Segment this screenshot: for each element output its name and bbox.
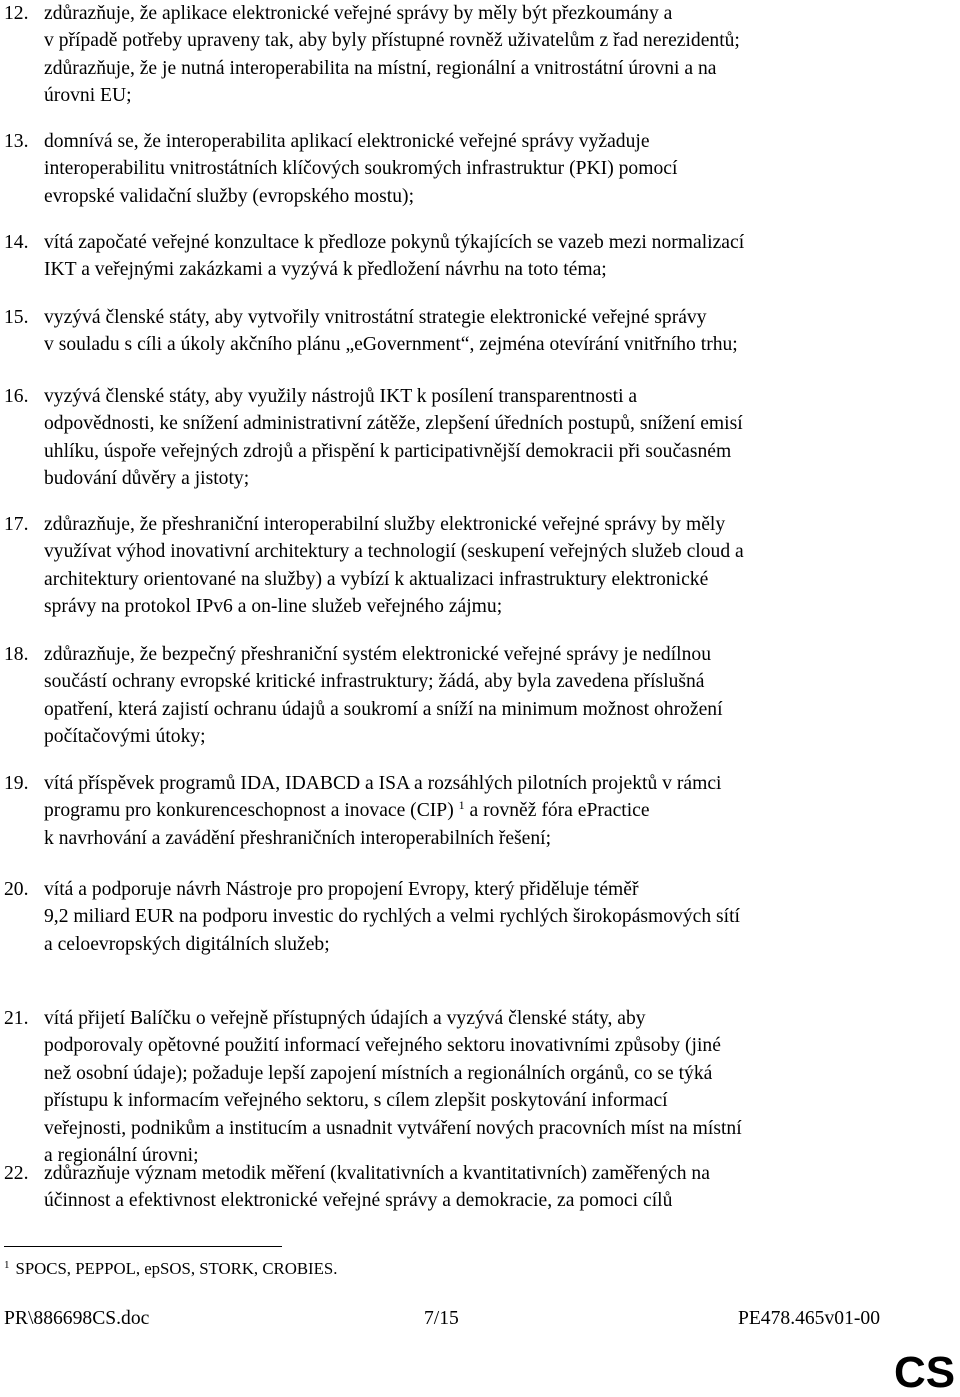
paragraph-number: 13. [4, 131, 29, 152]
footnote-separator [4, 1246, 282, 1247]
text-line-content: vítá příspěvek programů IDA, IDABCD a ISA a rozsáhlých pilotních projektů v rámci [44, 773, 722, 794]
text-line-content: uhlíku, úspoře veřejných zdrojů a přispění k participativnější demokracii při současném [44, 440, 732, 462]
paragraph-text [44, 641, 956, 751]
text-line-content: přístupu k informacím veřejného sektoru, s cílem zlepšit poskytování informací [44, 1090, 668, 1112]
text-line [44, 55, 956, 82]
text-line [44, 183, 956, 210]
paragraph-text [44, 770, 956, 852]
text-line [44, 538, 956, 565]
text-line-content: podporovaly opětovné použití informací veřejného sektoru inovativními způsoby (jiné [44, 1035, 721, 1057]
text-line [44, 465, 956, 492]
text-line [44, 304, 956, 331]
paragraph-number: 20. [4, 879, 29, 900]
text-line-content: IKT a veřejnými zakázkami a vyzývá k předložení návrhu na toto téma; [44, 259, 607, 281]
paragraph-number: 17. [4, 514, 29, 535]
text-line [44, 0, 956, 27]
text-line [44, 825, 956, 852]
text-line [44, 797, 956, 824]
text-line-content: vítá přijetí Balíčku o veřejně přístupných údajích a vyzývá členské státy, aby [44, 1008, 646, 1029]
text-line [44, 876, 956, 903]
paragraph-text [44, 511, 956, 621]
paragraph-text [44, 229, 956, 284]
text-line-content: využívat výhod inovativní architektury a technologií (seskupení veřejných služeb cloud a [44, 541, 744, 563]
text-line-content: evropské validační služby (evropského mostu); [44, 185, 415, 207]
text-line-content: vítá a podporuje návrh Nástroje pro propojení Evropy, který přiděluje téměř [44, 879, 639, 900]
text-line-content: správy na protokol IPv6 a on-line služeb veřejného zájmu; [44, 596, 503, 618]
paragraph-text [44, 1005, 956, 1169]
text-line [44, 1087, 956, 1114]
paragraph-number: 16. [4, 386, 29, 407]
text-line [44, 770, 956, 797]
text-line [44, 1032, 956, 1059]
text-line-content: úrovni EU; [44, 85, 132, 107]
text-line-tail: a rovněž fóra ePractice [464, 800, 650, 822]
paragraph-number: 15. [4, 307, 29, 328]
text-line-content: domnívá se, že interoperabilita aplikací elektronické veřejné správy vyžaduje [44, 131, 650, 152]
text-line [44, 1060, 956, 1087]
text-line [44, 1187, 956, 1214]
text-line-content: odpovědnosti, ke snížení administrativní zátěže, zlepšení úředních postupů, snížení emisí [44, 413, 743, 435]
text-line [44, 82, 956, 109]
footnote [4, 1258, 337, 1280]
paragraph-number: 22. [4, 1163, 29, 1184]
paragraph-text [44, 383, 956, 493]
text-line-content: vítá započaté veřejné konzultace k předloze pokynů týkajících se vazeb mezi normalizací [44, 232, 745, 253]
text-line [44, 256, 956, 283]
paragraph-number: 21. [4, 1008, 29, 1029]
text-line [44, 331, 956, 358]
text-line [44, 593, 956, 620]
text-line [44, 511, 956, 538]
text-line [44, 438, 956, 465]
text-line [44, 931, 956, 958]
text-line [44, 903, 956, 930]
paragraph-number: 19. [4, 773, 29, 794]
paragraph-text [44, 0, 956, 110]
paragraph-text [44, 876, 956, 958]
text-line [44, 27, 956, 54]
footnote-reference[interactable]: 1 [458, 798, 465, 813]
text-line-content: zdůrazňuje, že je nutná interoperabilita na místní, regionální a vnitrostátní úrovni a na [44, 57, 717, 79]
text-line-content: programu pro konkurenceschopnost a inovace (CIP) [44, 800, 454, 822]
text-line-content: veřejnosti, podnikům a institucím a usnadnit vytváření nových pracovních míst na místní [44, 1117, 742, 1139]
text-line-content: k navrhování a zavádění přeshraničních interoperabilních řešení; [44, 827, 552, 849]
text-line [44, 1115, 956, 1142]
text-line-content: a celoevropských digitálních služeb; [44, 933, 330, 955]
text-line-content: součástí ochrany evropské kritické infrastruktury; žádá, aby byla zavedena příslušná [44, 671, 705, 693]
paragraph-number: 14. [4, 232, 29, 253]
text-line-content: účinnost a efektivnost elektronické veřejné správy a demokracie, za pomoci cílů [44, 1190, 673, 1212]
text-line-content: zdůrazňuje význam metodik měření (kvalitativních a kvantitativních) zaměřených na [44, 1163, 710, 1184]
text-line [44, 668, 956, 695]
text-line-content: než osobní údaje); požaduje lepší zapojení místních a regionálních orgánů, co se týká [44, 1062, 713, 1084]
text-line [44, 641, 956, 668]
text-line-content: počítačovými útoky; [44, 726, 206, 748]
paragraph-text [44, 1160, 956, 1215]
footer-page-number: 7/15 [424, 1308, 459, 1329]
text-line-content: zdůrazňuje, že přeshraniční interoperabilní služby elektronické veřejné správy by měly [44, 514, 726, 535]
paragraph-number: 18. [4, 644, 29, 665]
text-line-content: v případě potřeby upraveny tak, aby byly přístupné rovněž uživatelům z řad nerezidentů; [44, 30, 740, 52]
text-line-content: architektury orientované na služby) a vybízí k aktualizaci infrastruktury elektronické [44, 568, 709, 590]
paragraph-number: 12. [4, 3, 29, 24]
text-line [44, 155, 956, 182]
text-line-content: interoperabilitu vnitrostátních klíčových soukromých infrastruktur (PKI) pomocí [44, 158, 678, 180]
text-line [44, 1005, 956, 1032]
text-line-content: v souladu s cíli a úkoly akčního plánu „eGovernment“, zejména otevírání vnitřního trhu; [44, 334, 738, 356]
text-line [44, 128, 956, 155]
text-line-content: vyzývá členské státy, aby vytvořily vnitrostátní strategie elektronické veřejné správy [44, 307, 707, 328]
text-line [44, 696, 956, 723]
language-tag: CS [894, 1348, 956, 1397]
footnote-mark: 1 [4, 1259, 10, 1271]
text-line-content: budování důvěry a jistoty; [44, 468, 250, 490]
text-line [44, 410, 956, 437]
text-line-content: zdůrazňuje, že aplikace elektronické veřejné správy by měly být přezkoumány a [44, 3, 673, 24]
footer-doc-ref: PR\886698CS.doc [4, 1308, 150, 1329]
text-line [44, 383, 956, 410]
text-line-content: a regionální úrovni; [44, 1145, 199, 1167]
footer-doc-code: PE478.465v01-00 [737, 1308, 880, 1329]
text-line-content: opatření, která zajistí ochranu údajů a soukromí a sníží na minimum možnost ohrožení [44, 698, 723, 720]
paragraph-text [44, 128, 956, 210]
paragraph-text [44, 304, 956, 359]
text-line-content: zdůrazňuje, že bezpečný přeshraniční systém elektronické veřejné správy je nedílnou [44, 644, 711, 665]
text-line-content: 9,2 miliard EUR na podporu investic do rychlých a velmi rychlých širokopásmových sítí [44, 906, 740, 928]
text-line [44, 566, 956, 593]
text-line [44, 723, 956, 750]
footnote-text: SPOCS, PEPPOL, epSOS, STORK, CROBIES. [15, 1259, 338, 1278]
text-line [44, 1160, 956, 1187]
text-line [44, 229, 956, 256]
text-line-content: vyzývá členské státy, aby využily nástrojů IKT k posílení transparentnosti a [44, 386, 638, 407]
